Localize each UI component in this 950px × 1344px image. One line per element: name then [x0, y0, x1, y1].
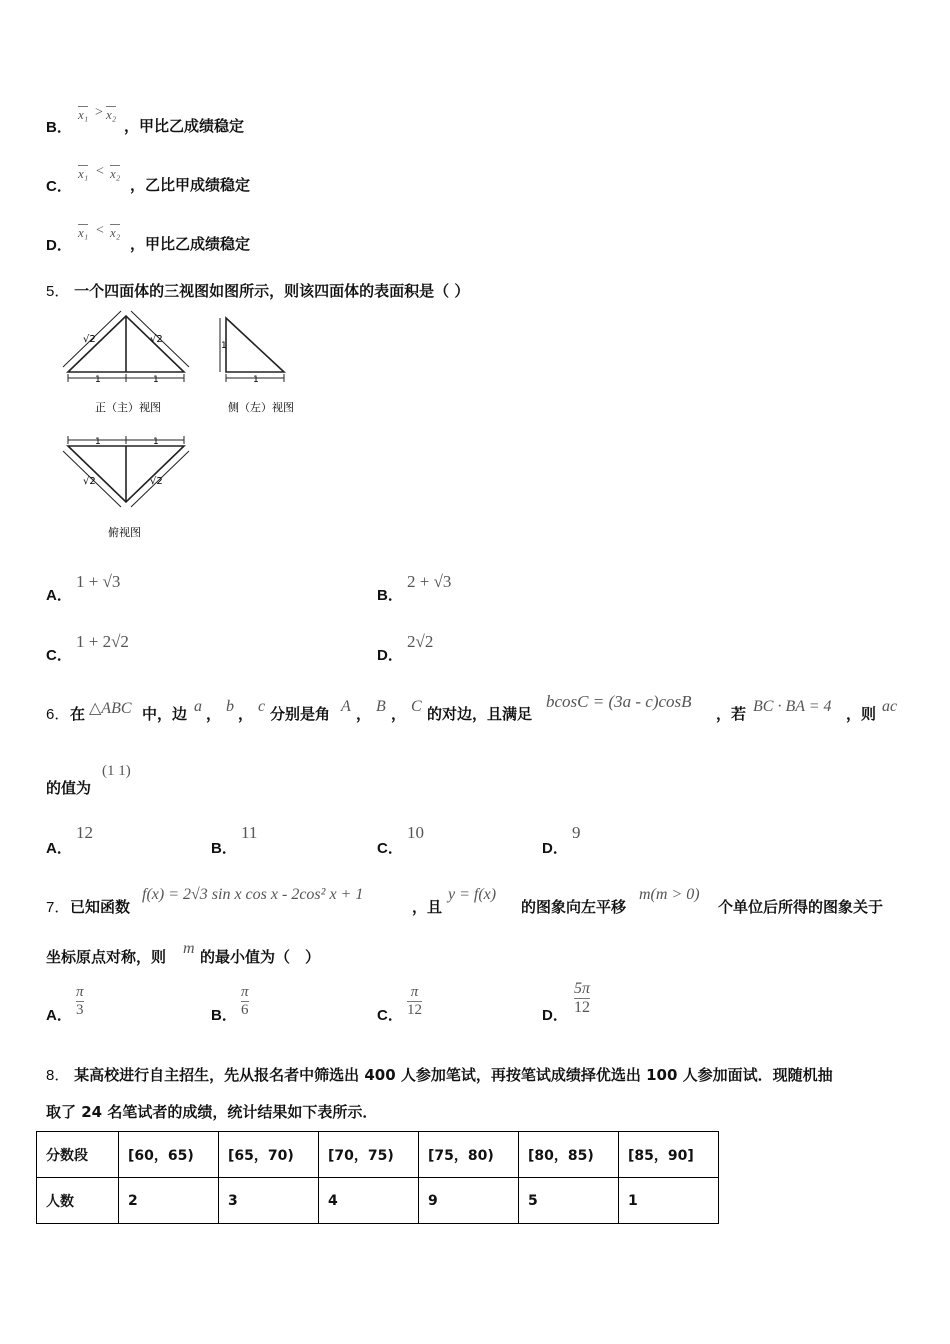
- table-cell: [70，75): [319, 1132, 419, 1178]
- x1-bar: x₁: [78, 107, 89, 122]
- q6-sep: ，: [238, 705, 254, 723]
- q6-equation-1: bcosC = (3a - c)cosB: [546, 692, 692, 711]
- q7-stem-line1: [46, 882, 916, 916]
- table-cell: [80，85): [519, 1132, 619, 1178]
- option-text: ，乙比甲成绩稳定: [130, 176, 251, 194]
- option-value: 12: [76, 823, 93, 842]
- q7-m-condition: m(m > 0): [639, 886, 700, 903]
- top-sqrt2-right: √2: [150, 476, 163, 487]
- q6-var-a: a: [194, 698, 202, 715]
- option-label: B．: [211, 840, 237, 857]
- table-cell: 9: [419, 1178, 519, 1224]
- question-text: 一个四面体的三视图如图所示，则该四面体的表面积是（ ）: [74, 282, 470, 300]
- numerator: π: [410, 984, 419, 1000]
- numerator: 5π: [574, 980, 591, 997]
- q7-text-p1: 已知函数: [70, 898, 131, 916]
- top-view: [63, 436, 189, 507]
- x1-bar: x₁: [78, 225, 89, 240]
- option-label: C．: [46, 647, 72, 664]
- top-sqrt2-left: √2: [83, 476, 96, 487]
- q6-text-p4: 的对边，且满足: [427, 705, 533, 723]
- fraction: [76, 984, 84, 1018]
- option-label: C．: [377, 840, 403, 857]
- fraction: [574, 980, 590, 1016]
- option-value: 2√2: [407, 632, 434, 651]
- q6-var-c: c: [258, 698, 266, 715]
- relation: <: [96, 223, 104, 238]
- denominator: 6: [241, 1001, 249, 1018]
- option-value: 11: [241, 823, 258, 842]
- front-caption: 正（主）视图: [95, 401, 161, 414]
- front-sqrt2-right: √2: [150, 334, 163, 345]
- question-number: 5．: [46, 283, 70, 300]
- table-cell: 4: [319, 1178, 419, 1224]
- top-len-right: 1: [153, 437, 159, 447]
- q6-sep: ，: [356, 705, 372, 723]
- q6-text-p5: ，若: [716, 705, 747, 723]
- fraction: [241, 984, 249, 1018]
- question-number: 8．: [46, 1067, 70, 1084]
- option-value: 1 + √3: [76, 572, 121, 591]
- option-label: D．: [542, 1007, 568, 1024]
- option-label: D．: [542, 840, 568, 857]
- q6-text-p1: 在: [70, 705, 86, 723]
- table-header-cell: 分数段: [37, 1132, 119, 1178]
- denominator: 12: [574, 998, 590, 1016]
- question-number: 6．: [46, 706, 70, 723]
- q6-var-A: A: [341, 698, 351, 715]
- q7-text-p2: ，且: [412, 898, 443, 916]
- q6-answer-blank: (1 1): [102, 763, 131, 779]
- q7-text-p4: 个单位后所得的图象关于: [718, 898, 884, 916]
- table-cell: [75，80): [419, 1132, 519, 1178]
- q6-sep: ，: [391, 705, 407, 723]
- q7-text-line2a: 坐标原点对称，则: [46, 948, 167, 966]
- q8-stem-line2: [46, 1101, 377, 1122]
- q6-text-p3: 分别是角: [270, 705, 331, 723]
- q6-equation-2: BC · BA = 4: [753, 698, 832, 715]
- option-value: 10: [407, 823, 424, 842]
- option-label: A．: [46, 1007, 72, 1024]
- table-cell: 5: [519, 1178, 619, 1224]
- front-sqrt2-left: √2: [83, 334, 96, 345]
- x2-bar: x₂: [110, 225, 121, 240]
- option-label: A．: [46, 587, 72, 604]
- numerator: π: [76, 984, 84, 1000]
- front-len-left: 1: [95, 375, 101, 385]
- side-len-height: 1: [221, 341, 227, 351]
- option-label: B．: [211, 1007, 237, 1024]
- option-label: D．: [377, 647, 403, 664]
- q6-var-C: C: [411, 698, 422, 715]
- side-len-base: 1: [253, 375, 259, 385]
- q6-var-ac: ac: [882, 698, 898, 715]
- question-number: 7．: [46, 899, 70, 916]
- q7-function: f(x) = 2√3 sin x cos x - 2cos² x + 1: [142, 886, 364, 903]
- x1-bar: x₁: [78, 166, 89, 181]
- front-len-right: 1: [153, 375, 159, 385]
- side-view: [220, 318, 284, 382]
- denominator: 3: [76, 1001, 84, 1018]
- denominator: 12: [407, 1001, 422, 1018]
- q6-text-p6: ，则: [846, 705, 877, 723]
- table-cell: [65，70): [219, 1132, 319, 1178]
- numerator: π: [241, 984, 249, 1000]
- q6-var-B: B: [376, 698, 386, 715]
- q7-text-line2b: 的最小值为（ ）: [200, 948, 321, 966]
- option-value: 2 + √3: [407, 572, 452, 591]
- option-label: C．: [377, 1007, 403, 1024]
- option-label: B．: [377, 587, 403, 604]
- q8-text-line1: 某高校进行自主招生，先从报名者中筛选出 400 人参加笔试，再按笔试成绩择优选出 100 人参加面试．现随机抽: [74, 1066, 833, 1084]
- three-view-figure: [58, 308, 308, 543]
- table-cell: [60，65): [119, 1132, 219, 1178]
- option-label: C．: [46, 178, 72, 195]
- q6-sep: ，: [206, 705, 222, 723]
- q7-y-expression: y = f(x): [448, 886, 497, 903]
- x2-bar: x₂: [110, 166, 121, 181]
- table-cell: [85，90]: [619, 1132, 719, 1178]
- q7-var-m: m: [183, 940, 195, 957]
- table-header-cell: 人数: [37, 1178, 119, 1224]
- q6-var-b: b: [226, 698, 234, 715]
- q6-text-p7: 的值为: [46, 779, 92, 797]
- table-cell: 2: [119, 1178, 219, 1224]
- q5-stem: [46, 280, 469, 301]
- relation: <: [96, 164, 104, 179]
- table-row: [37, 1132, 719, 1178]
- option-value: 1 + 2√2: [76, 632, 129, 651]
- side-caption: 侧（左）视图: [228, 401, 294, 414]
- option-text: ，甲比乙成绩稳定: [124, 117, 245, 135]
- option-value: 9: [572, 823, 581, 842]
- option-label: D．: [46, 237, 72, 254]
- x2-bar: x₂: [106, 107, 117, 122]
- fraction: [407, 984, 422, 1018]
- top-caption: 俯视图: [108, 526, 141, 539]
- q6-text-p2: 中，边: [142, 705, 188, 723]
- relation: >: [95, 105, 103, 120]
- option-text: ，甲比乙成绩稳定: [130, 235, 251, 253]
- q7-text-p3: 的图象向左平移: [521, 898, 627, 916]
- score-table: [36, 1131, 719, 1224]
- option-label: B．: [46, 119, 72, 136]
- front-view: [63, 311, 189, 382]
- option-label: A．: [46, 840, 72, 857]
- q8-text-line2: 取了 24 名笔试者的成绩，统计结果如下表所示．: [46, 1103, 378, 1121]
- top-len-left: 1: [95, 437, 101, 447]
- table-cell: 3: [219, 1178, 319, 1224]
- q8-stem-line1: [46, 1064, 833, 1085]
- table-row: [37, 1178, 719, 1224]
- table-cell: 1: [619, 1178, 719, 1224]
- q6-triangle: △ABC: [89, 700, 132, 717]
